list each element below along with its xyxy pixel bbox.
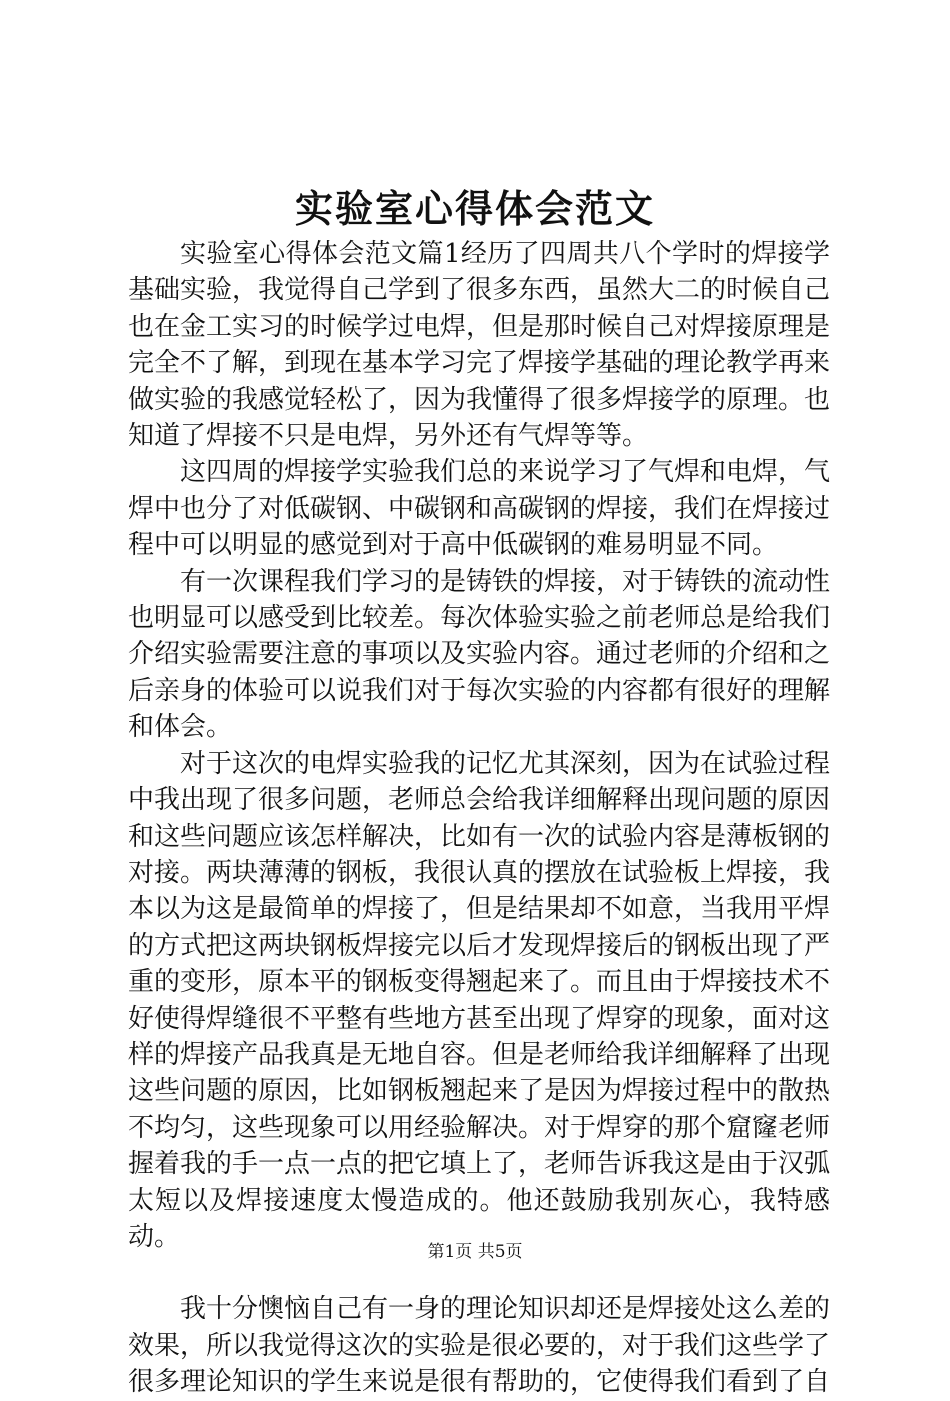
document-body [128, 236, 830, 1401]
paragraph-4: 对于这次的电焊实验我的记忆尤其深刻，因为在试验过程中我出现了很多问题，老师总会给我详细解释出现问题的原因和这些问题应该怎样解决，比如有一次的试验内容是薄板钢的对接。两块薄薄的钢板，我很认真的摆放在试验板上焊接，我本以为这是最简单的焊接了，但是结果却不如意，当我用平焊的方式把这两块钢板焊接完以后才发现焊接后的钢板出现了严重的变形，原本平的钢板变得翘起来了。而且由于焊接技术不好使得焊缝很不平整有些地方甚至出现了焊穿的现象，面对这样的焊接产品我真是无地自容。但是老师给我详细解释了出现这些问题的原因，比如钢板翘起来了是因为焊接过程中的散热不均匀，这些现象可以用经验解决。对于焊穿的那个窟窿老师握着我的手一点一点的把它填上了，老师告诉我这是由于汉弧太短以及焊接速度太慢造成的。他还鼓励我别灰心，我特感动。 [128, 748, 831, 1252]
paragraph-5: 我十分懊恼自己有一身的理论知识却还是焊接处这么差的效果，所以我觉得这次的实验是很必要的，对于我们这些学了很多理论知识的学生来说是很有帮助的，它使得我们看到了自 [128, 1294, 831, 1398]
page-title: 实验室心得体会范文 [294, 186, 655, 231]
page-number-footer: 第1页 共5页 [427, 1242, 523, 1262]
paragraph-2: 这四周的焊接学实验我们总的来说学习了气焊和电焊，气焊中也分了对低碳钢、中碳钢和高碳钢的焊接，我们在焊接过程中可以明显的感觉到对于高中低碳钢的难易明显不同。 [128, 457, 831, 561]
paragraph-1: 实验室心得体会范文篇1经历了四周共八个学时的焊接学基础实验，我觉得自己学到了很多东西，虽然大二的时候自己也在金工实习的时候学过电焊，但是那时候自己对焊接原理是完全不了解，到现在基本学习完了焊接学基础的理论教学再来做实验的我感觉轻松了，因为我懂得了很多焊接学的原理。也知道了焊接不只是电焊，另外还有气焊等等。 [128, 239, 831, 452]
paragraph-3: 有一次课程我们学习的是铸铁的焊接，对于铸铁的流动性也明显可以感受到比较差。每次体验实验之前老师总是给我们介绍实验需要注意的事项以及实验内容。通过老师的介绍和之后亲身的体验可以说我们对于每次实验的内容都有很好的理解和体会。 [128, 566, 831, 743]
